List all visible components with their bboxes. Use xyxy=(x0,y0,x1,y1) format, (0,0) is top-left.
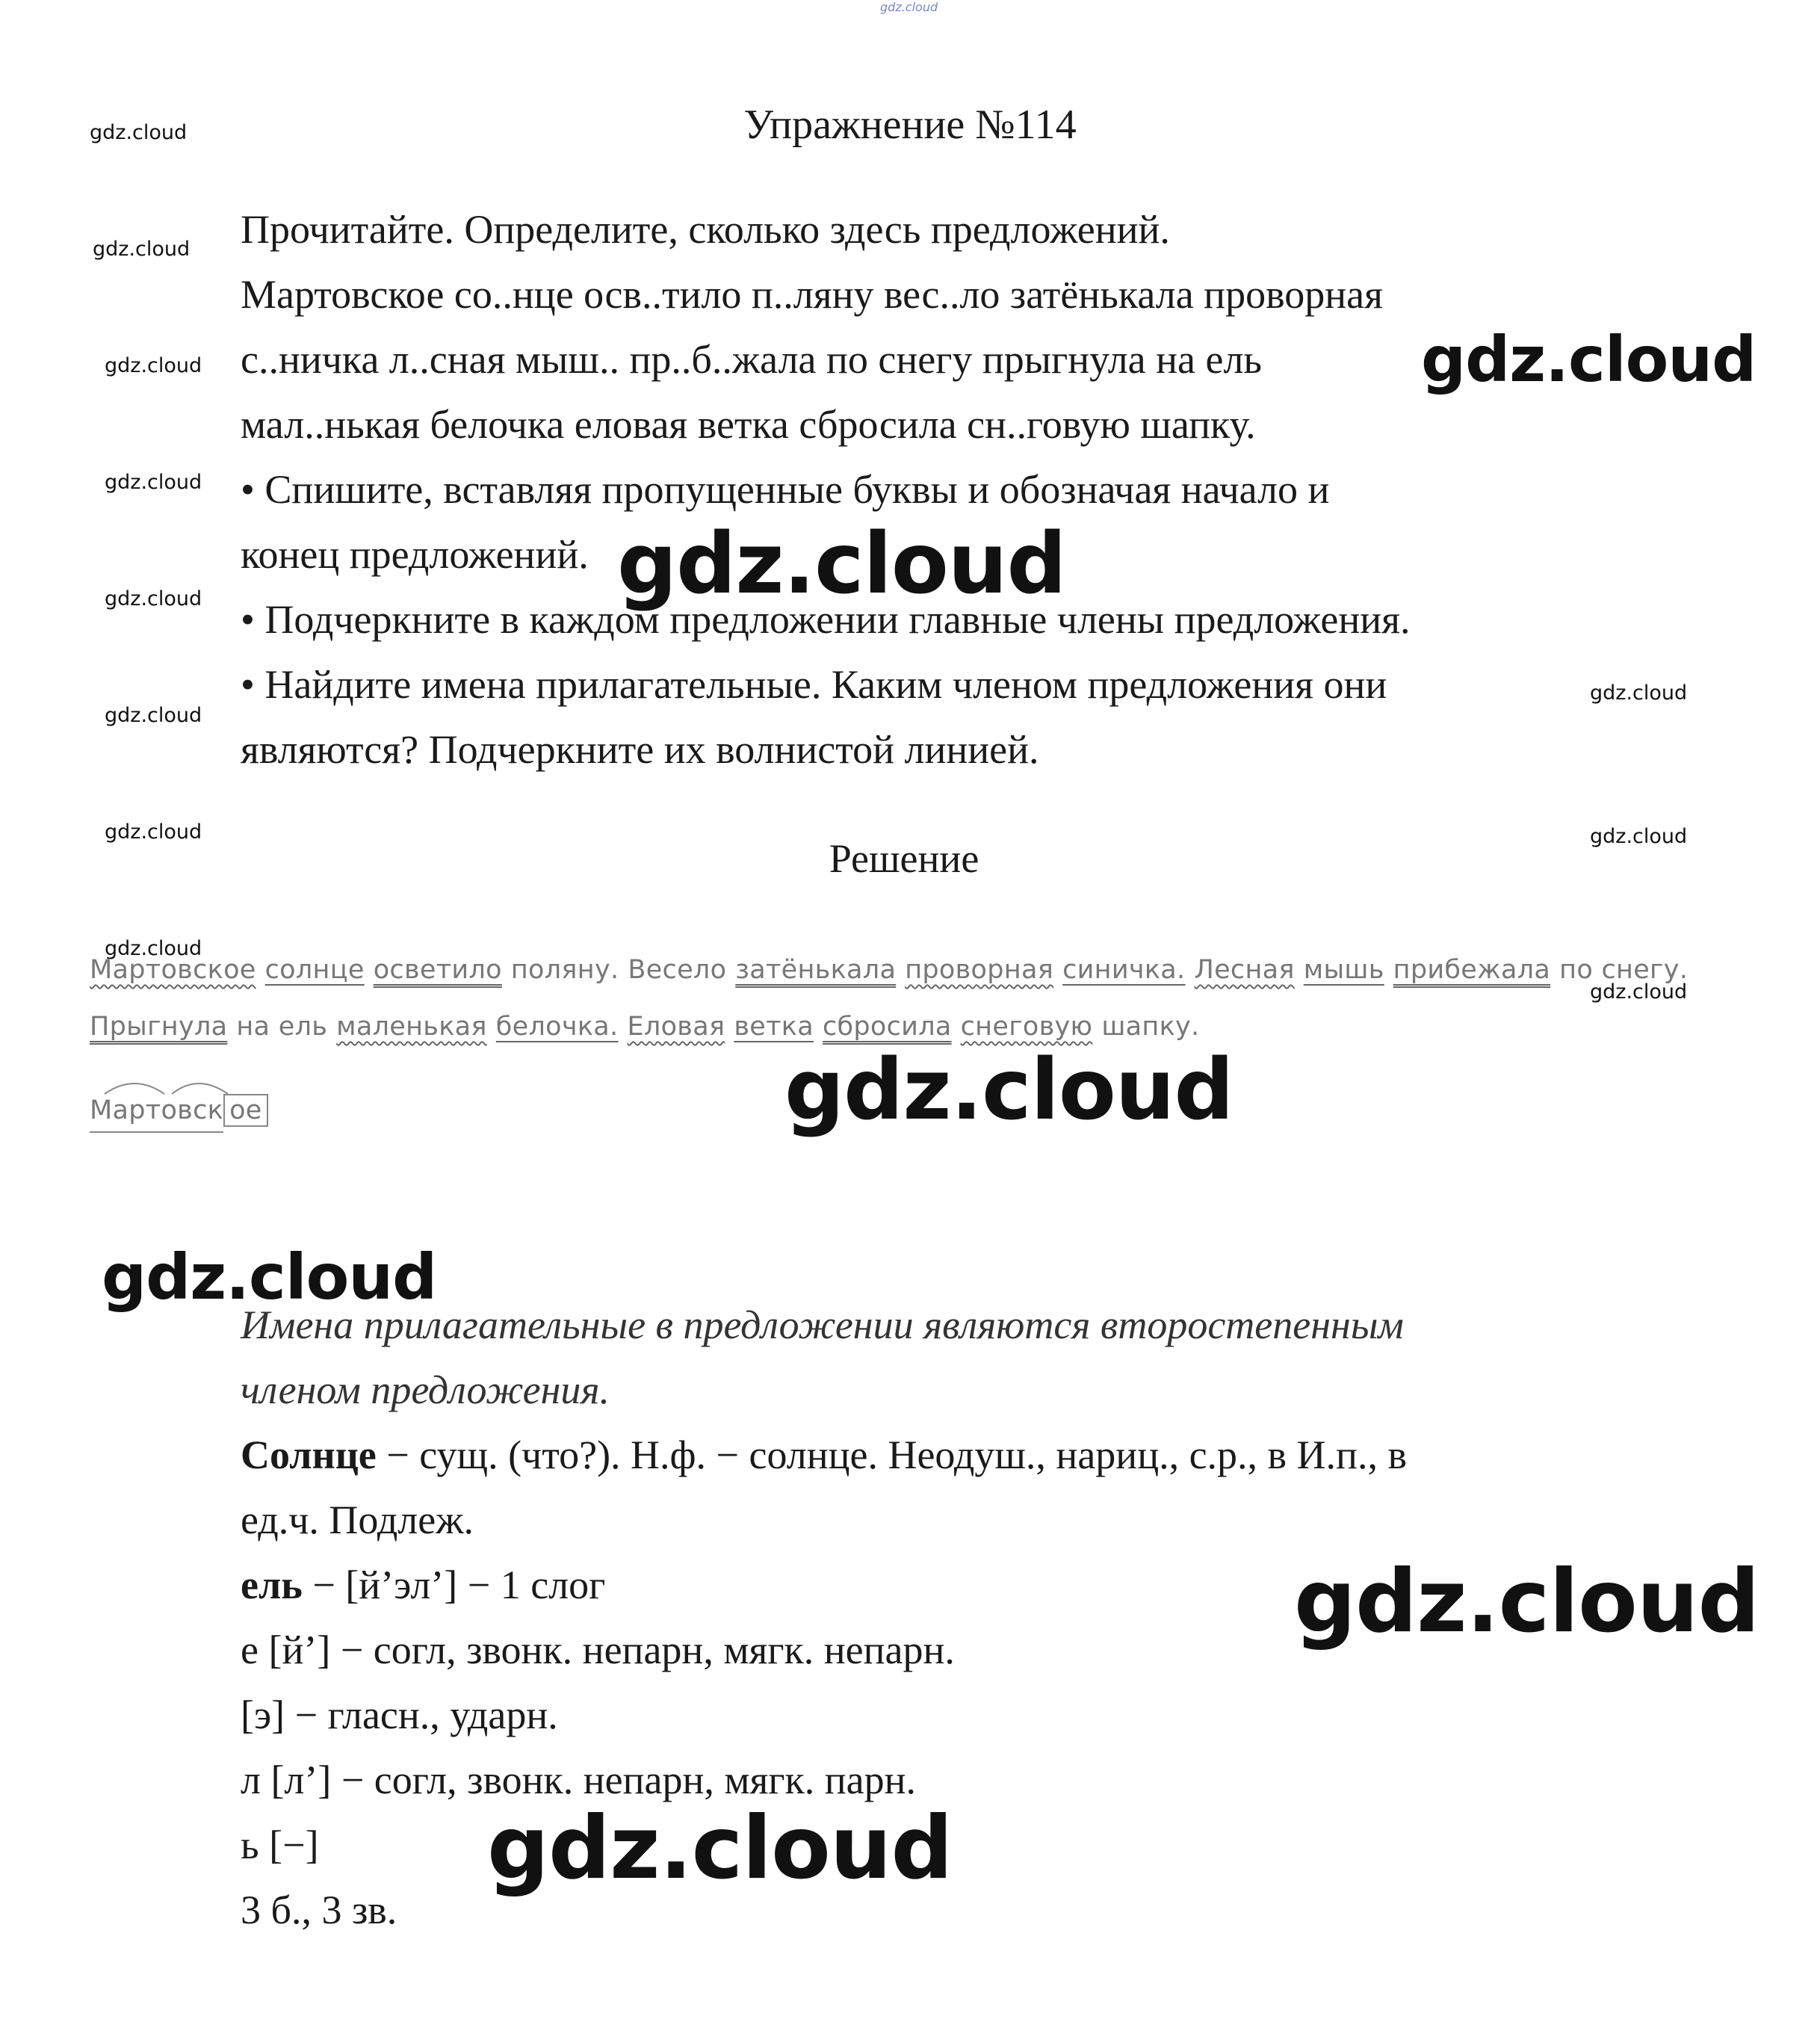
exercise-title: Упражнение №114 xyxy=(743,102,1077,148)
phonetic-parse-header xyxy=(241,1562,605,1608)
phonetic-line: л [л’] − согл, звонк. непарн, мягк. парн. xyxy=(241,1758,916,1802)
watermark: gdz.cloud xyxy=(1590,681,1688,705)
solution-word: синичка. xyxy=(1062,955,1186,985)
solution-word: Прыгнула xyxy=(90,1012,228,1042)
morph-parse-text: − сущ. (что?). Н.ф. − солнце. Неодуш., нариц., с.р., в И.п., в xyxy=(376,1432,1407,1477)
answer-italic-line: Имена прилагательные в предложении являются второстепенным xyxy=(241,1302,1404,1347)
task-line: • Спишите, вставляя пропущенные буквы и обозначая начало и xyxy=(241,467,1330,512)
solution-word: поляну. xyxy=(510,955,619,985)
solution-word: Мартовское xyxy=(90,955,256,985)
watermark: gdz.cloud xyxy=(1590,825,1688,848)
solution-word: затёнькала xyxy=(735,955,897,985)
morph-parse-word: Солнце xyxy=(241,1432,377,1477)
watermark: gdz.cloud xyxy=(105,937,202,960)
watermark: gdz.cloud xyxy=(93,238,191,261)
watermark-large: gdz.cloud xyxy=(1294,1551,1759,1652)
task-line: Мартовское со..нце осв..тило п..ляну вес..ло затёнькала проворная xyxy=(241,272,1383,317)
phonetic-parse-transcription: − [й’эл’] − 1 слог xyxy=(302,1562,606,1607)
solution-word: солнце xyxy=(264,955,365,985)
top-watermark: gdz.cloud xyxy=(880,0,938,14)
watermark-large: gdz.cloud xyxy=(487,1798,953,1899)
solution-sentence-line-2 xyxy=(90,1012,1208,1042)
watermark: gdz.cloud xyxy=(105,354,202,377)
morpheme-stem: Мартовск xyxy=(90,1095,223,1133)
solution-word: Еловая xyxy=(627,1012,725,1042)
solution-word: белочка. xyxy=(495,1012,619,1042)
phonetic-line: 3 б., 3 зв. xyxy=(241,1888,397,1932)
task-line: • Найдите имена прилагательные. Каким членом предложения они xyxy=(241,662,1387,707)
solution-word: ветка xyxy=(734,1012,814,1042)
solution-word: сбросила xyxy=(822,1012,952,1042)
solution-word: прибежала xyxy=(1393,955,1551,985)
watermark-large: gdz.cloud xyxy=(617,516,1066,613)
solution-word: снеговую xyxy=(960,1012,1093,1042)
solution-word: на ель xyxy=(236,1012,328,1042)
morph-parse-line xyxy=(241,1432,1407,1478)
root-arc-icon xyxy=(90,1073,239,1095)
solution-sentence-line-1 xyxy=(90,955,1697,985)
solution-heading: Решение xyxy=(829,836,979,881)
phonetic-line: е [й’] − согл, звонк. непарн, мягк. непарн. xyxy=(241,1627,955,1672)
watermark: gdz.cloud xyxy=(1590,980,1688,1004)
task-line: конец предложений. xyxy=(241,532,589,577)
watermark: gdz.cloud xyxy=(105,820,202,844)
task-line: Прочитайте. Определите, сколько здесь предложений. xyxy=(241,207,1170,252)
phonetic-line: ь [−] xyxy=(241,1823,319,1867)
solution-word: Лесная xyxy=(1194,955,1295,985)
phonetic-line: [э] − гласн., ударн. xyxy=(241,1692,558,1737)
morph-parse-line-2: ед.ч. Подлеж. xyxy=(241,1497,474,1542)
phonetic-parse-word: ель xyxy=(241,1562,303,1607)
morpheme-ending: ое xyxy=(223,1094,268,1127)
task-line: являются? Подчеркните их волнистой линией. xyxy=(241,727,1039,772)
answer-italic-line: членом предложения. xyxy=(241,1367,610,1412)
watermark: gdz.cloud xyxy=(90,121,188,144)
solution-word: осветило xyxy=(373,955,502,985)
watermark: gdz.cloud xyxy=(105,587,202,610)
watermark-large: gdz.cloud xyxy=(1421,323,1756,396)
morpheme-analysis xyxy=(90,1095,268,1125)
solution-word: маленькая xyxy=(336,1012,487,1042)
watermark-large: gdz.cloud xyxy=(102,1240,437,1314)
watermark-large: gdz.cloud xyxy=(784,1042,1234,1139)
solution-word: Весело xyxy=(628,955,727,985)
task-line: с..ничка л..сная мыш.. пр..б..жала по снегу прыгнула на ель xyxy=(241,337,1263,382)
watermark: gdz.cloud xyxy=(105,471,202,494)
task-line: • Подчеркните в каждом предложении главные члены предложения. xyxy=(241,597,1411,642)
watermark: gdz.cloud xyxy=(105,704,202,727)
solution-word: по снегу. xyxy=(1559,955,1689,985)
task-line: мал..нькая белочка еловая ветка сбросила сн..говую шапку. xyxy=(241,402,1256,447)
solution-word: шапку. xyxy=(1101,1012,1200,1042)
solution-word: мышь xyxy=(1303,955,1384,985)
solution-word: проворная xyxy=(905,955,1054,985)
